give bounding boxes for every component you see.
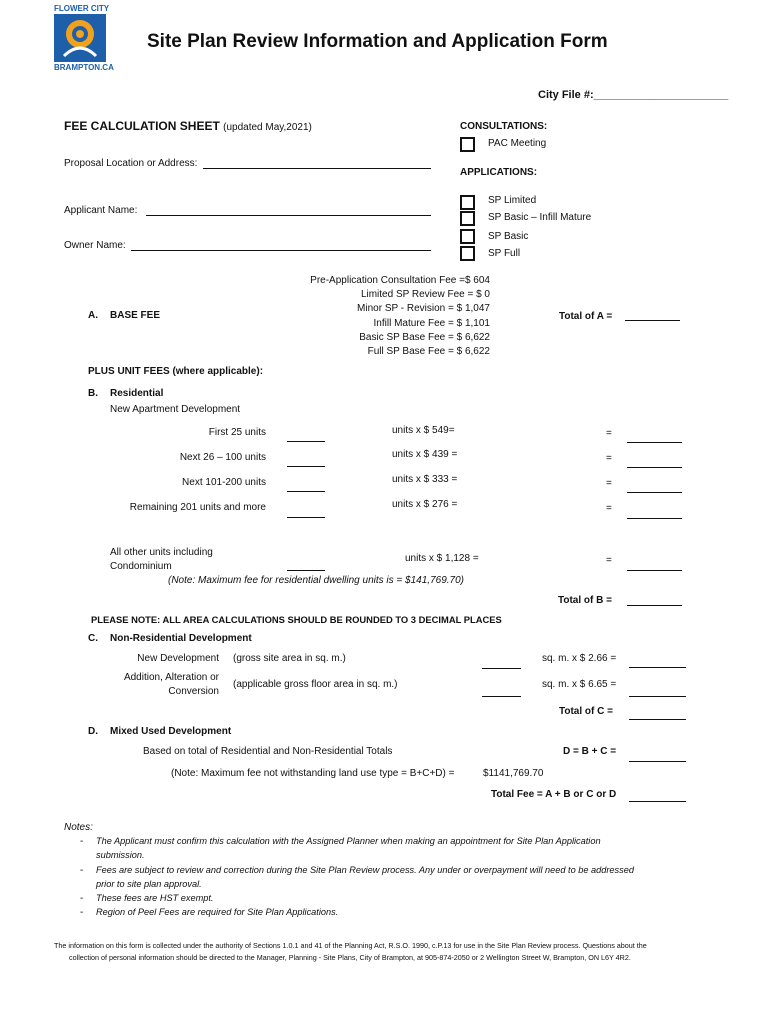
sp-limited-checkbox[interactable]: [460, 195, 475, 210]
res-row-total-input[interactable]: [627, 467, 682, 468]
city-file-field[interactable]: City File #:______________________: [538, 89, 729, 101]
total-b-input[interactable]: [627, 605, 682, 606]
res-row-rate: units x $ 333 =: [392, 474, 458, 485]
nonres-row1-label: New Development: [137, 653, 219, 664]
mixed-max-note: (Note: Maximum fee not withstanding land use type = B+C+D) =: [171, 768, 455, 779]
sp-basic-infill-label: SP Basic – Infill Mature: [488, 212, 592, 223]
total-d-input[interactable]: [629, 761, 686, 762]
total-c-input[interactable]: [629, 719, 686, 720]
section-b-letter: B.: [88, 388, 98, 399]
rounding-note: PLEASE NOTE: ALL AREA CALCULATIONS SHOULD BE ROUNDED TO 3 DECIMAL PLACES: [91, 614, 502, 625]
nonres-row2-rate: sq. m. x $ 6.65 =: [542, 679, 617, 690]
nonres-row1-desc: (gross site area in sq. m.): [233, 653, 346, 664]
total-fee-input[interactable]: [629, 801, 686, 802]
res-row-label: Next 101-200 units: [182, 477, 266, 488]
note-item-cont: prior to site plan approval.: [96, 879, 202, 889]
res-row-eq: =: [606, 503, 612, 514]
base-fee-line: Basic SP Base Fee = $ 6,622: [359, 332, 490, 343]
res-row-total-input[interactable]: [627, 442, 682, 443]
total-a-label: Total of A =: [559, 311, 613, 322]
section-d-label: Mixed Used Development: [110, 726, 232, 737]
notes-bullet: -: [80, 907, 84, 918]
res-row-rate: units x $ 276 =: [392, 499, 458, 510]
res-row-eq: =: [606, 478, 612, 489]
mixed-basis: Based on total of Residential and Non-Residential Totals: [143, 746, 393, 757]
sp-full-label: SP Full: [488, 248, 521, 259]
res-row-eq: =: [606, 453, 612, 464]
consultations-heading: CONSULTATIONS:: [460, 121, 548, 132]
base-fee-line: Pre-Application Consultation Fee =$ 604: [310, 275, 490, 286]
res-row-label: Next 26 – 100 units: [179, 452, 266, 463]
nonres-row1-area-input[interactable]: [482, 668, 521, 669]
res-other-units-input[interactable]: [287, 570, 325, 571]
logo-top-text: FLOWER CITY: [54, 4, 110, 13]
applicant-label: Applicant Name:: [64, 205, 138, 216]
total-fee-label: Total Fee = A + B or C or D: [491, 789, 617, 800]
sp-full-checkbox[interactable]: [460, 246, 475, 261]
nonres-row2-area-input[interactable]: [482, 696, 521, 697]
section-c-letter: C.: [88, 633, 98, 644]
res-row-rate: units x $ 439 =: [392, 449, 458, 460]
nonres-row2-label-2: Conversion: [168, 686, 219, 697]
sp-basic-infill-checkbox[interactable]: [460, 211, 475, 226]
pac-meeting-label: PAC Meeting: [488, 138, 547, 149]
note-item: Fees are subject to review and correction during the Site Plan Review process. Any under or overpayment will need to be addressed: [96, 865, 634, 875]
mixed-max-value: $1141,769.70: [483, 768, 544, 779]
applications-heading: APPLICATIONS:: [460, 167, 538, 178]
owner-input[interactable]: [131, 250, 431, 251]
res-row-units-input[interactable]: [287, 491, 325, 492]
owner-label: Owner Name:: [64, 240, 126, 251]
nonres-row1-rate: sq. m. x $ 2.66 =: [542, 653, 617, 664]
note-item: The Applicant must confirm this calculation with the Assigned Planner when making an appointment for Site Plan Application: [96, 836, 601, 846]
note-item: These fees are HST exempt.: [96, 893, 214, 903]
section-a-label: BASE FEE: [110, 310, 161, 321]
res-row-units-input[interactable]: [287, 517, 325, 518]
base-fee-line: Full SP Base Fee = $ 6,622: [367, 346, 490, 357]
proposal-input[interactable]: [203, 168, 431, 169]
section-c-label: Non-Residential Development: [110, 633, 252, 644]
res-other-label-2: Condominium: [110, 561, 172, 572]
pac-meeting-checkbox[interactable]: [460, 137, 475, 152]
res-row-rate: units x $ 549=: [392, 425, 455, 436]
notes-bullet: -: [80, 836, 84, 847]
mixed-formula: D = B + C =: [563, 746, 617, 757]
section-d-letter: D.: [88, 726, 98, 737]
proposal-label: Proposal Location or Address:: [64, 158, 198, 169]
total-c-label: Total of C =: [559, 706, 613, 717]
res-other-eq: =: [606, 555, 612, 566]
base-fee-line: Infill Mature Fee = $ 1,101: [373, 318, 490, 329]
section-b-sub: New Apartment Development: [110, 404, 241, 415]
total-b-label: Total of B =: [558, 595, 612, 606]
res-row-units-input[interactable]: [287, 441, 325, 442]
sp-limited-label: SP Limited: [488, 195, 537, 206]
res-row-total-input[interactable]: [627, 518, 682, 519]
logo-bottom-text: BRAMPTON.CA: [54, 63, 114, 72]
notes-bullet: -: [80, 893, 84, 904]
notes-bullet: -: [80, 865, 84, 876]
res-other-rate: units x $ 1,128 =: [405, 553, 479, 564]
res-row-label: Remaining 201 units and more: [129, 502, 266, 513]
page-title: Site Plan Review Information and Application Form: [147, 31, 608, 52]
res-row-total-input[interactable]: [627, 492, 682, 493]
sheet-heading: [64, 119, 312, 133]
nonres-row2-label-1: Addition, Alteration or: [123, 672, 219, 683]
sheet-updated: (updated May,2021): [223, 122, 312, 133]
section-b-label: Residential: [110, 388, 164, 399]
res-row-eq: =: [606, 428, 612, 439]
base-fee-line: Minor SP - Revision = $ 1,047: [357, 303, 490, 314]
nonres-row2-desc: (applicable gross floor area in sq. m.): [233, 679, 398, 690]
nonres-row2-total-input[interactable]: [629, 696, 686, 697]
sheet-title: FEE CALCULATION SHEET: [64, 119, 220, 133]
res-row-label: First 25 units: [208, 427, 266, 438]
unit-fees-heading: PLUS UNIT FEES (where applicable):: [88, 366, 264, 377]
total-a-input[interactable]: [625, 320, 680, 321]
brampton-logo: [54, 14, 106, 62]
res-max-note: (Note: Maximum fee for residential dwelling units is = $141,769.70): [168, 575, 464, 586]
res-other-label-1: All other units including: [110, 547, 213, 558]
sp-basic-checkbox[interactable]: [460, 229, 475, 244]
base-fee-line: Limited SP Review Fee = $ 0: [360, 289, 490, 300]
nonres-row1-total-input[interactable]: [629, 667, 686, 668]
note-item-cont: submission.: [96, 850, 145, 860]
section-a-letter: A.: [88, 310, 98, 321]
res-other-total-input[interactable]: [627, 570, 682, 571]
footer-text-1: The information on this form is collected under the authority of Sections 1.0.1 and 41 of the Planning Act, R.S.O. 1990, c.P.13 for use in the Site Plan Review process. Questions about the: [54, 941, 647, 950]
sp-basic-label: SP Basic: [488, 231, 529, 242]
notes-heading: Notes:: [64, 822, 93, 833]
footer-text-2: collection of personal information should be directed to the Manager, Planning - Site Plans, City of Brampton, at 905-874-2050 or 2 Wellington Street W, Brampton, ON L6Y 4R2.: [69, 953, 631, 962]
res-row-units-input[interactable]: [287, 466, 325, 467]
note-item: Region of Peel Fees are required for Site Plan Applications.: [96, 907, 339, 917]
applicant-input[interactable]: [146, 215, 431, 216]
